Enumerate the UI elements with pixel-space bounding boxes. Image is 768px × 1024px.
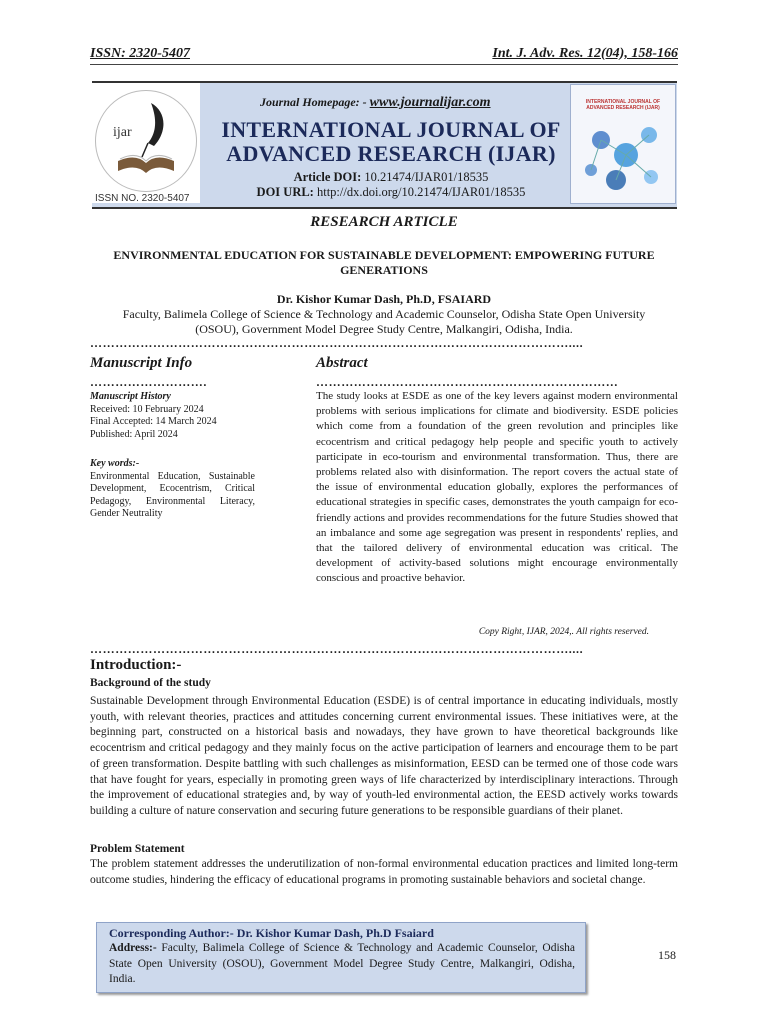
paper-title-line1: ENVIRONMENTAL EDUCATION FOR SUSTAINABLE DEVELOPMENT: EMPOWERING FUTURE <box>113 248 655 262</box>
problem-heading: Problem Statement <box>90 843 185 855</box>
homepage-label: Journal Homepage: - <box>260 95 367 109</box>
doi-url <box>214 185 568 200</box>
separator-right: ……………………………………………………………… <box>316 375 619 389</box>
corresponding-author-box <box>96 922 586 993</box>
author-name: Dr. Kishor Kumar Dash, Ph.D, FSAIARD <box>276 292 492 306</box>
journal-title-line2: ADVANCED RESEARCH (IJAR) <box>226 141 556 166</box>
keywords-line: Environmental Education, Sustainable <box>90 470 255 482</box>
homepage-link[interactable]: www.journalijar.com <box>369 95 491 110</box>
manuscript-history <box>90 391 255 441</box>
author-affiliation <box>90 307 678 337</box>
header-rule <box>90 64 678 65</box>
doi-url-link[interactable]: http://dx.doi.org/10.21474/IJAR01/18535 <box>316 185 526 199</box>
manuscript-info-heading: Manuscript Info <box>90 355 193 371</box>
affiliation-line1: Faculty, Balimela College of Science & Technology and Academic Counselor, Odisha State Open University <box>122 307 646 321</box>
received-date: Received: 10 February 2024 <box>90 403 204 415</box>
accepted-date: Final Accepted: 14 March 2024 <box>90 416 217 428</box>
cover-title: INTERNATIONAL JOURNAL OF ADVANCED RESEARCH (IJAR) <box>585 99 661 111</box>
doi-label: Article DOI: <box>293 170 362 184</box>
paper-title-line2: GENERATIONS <box>340 263 428 277</box>
problem-text: The problem statement addresses the underutilization of non-formal environmental education practices and limited long-term outcome studies, hindering the efficacy of educational programs in promoting sustainable behaviors and societal change. <box>90 858 678 886</box>
history-label: Manuscript History <box>90 391 171 402</box>
background-heading: Background of the study <box>90 677 211 689</box>
published-date: Published: April 2024 <box>90 428 178 440</box>
separator-left: ………………………. <box>90 375 207 389</box>
keywords-line: Pedagogy, Environmental Literacy, <box>90 495 255 507</box>
journal-title <box>214 118 568 166</box>
journal-logo <box>95 90 197 192</box>
journal-title-line1: INTERNATIONAL JOURNAL OF <box>221 117 561 142</box>
affiliation-line2: (OSOU), Government Model Degree Study Centre, Malkangiri, Odisha, India. <box>195 322 573 336</box>
article-doi <box>214 170 568 185</box>
section-label: RESEARCH ARTICLE <box>310 214 458 230</box>
issn-header: ISSN: 2320-5407 <box>90 46 190 61</box>
journal-homepage <box>260 95 491 111</box>
page-number: 158 <box>658 948 676 962</box>
doi-url-label: DOI URL: <box>256 185 314 199</box>
address-label: Address:- <box>109 942 157 954</box>
paper-title <box>90 248 678 278</box>
address-text: Faculty, Balimela College of Science & Technology and Academic Counselor, Odisha State Open University (OSOU), Government Model Degree Study Centre, Malkangiri, Odisha, India. <box>109 942 575 985</box>
journal-cover-image <box>570 84 676 204</box>
keywords-label: Key words:- <box>90 458 140 469</box>
doi-value: 10.21474/IJAR01/18535 <box>364 170 489 184</box>
separator-bottom: …………………………………………………………………………………………………….... <box>90 642 584 656</box>
citation-header: Int. J. Adv. Res. 12(04), 158-166 <box>492 46 678 61</box>
abstract-heading: Abstract <box>316 355 368 371</box>
keywords-line: Gender Neutrality <box>90 508 163 520</box>
abstract-text: The study looks at ESDE as one of the key levers against modern environmental problems with serious implications for climate and biodiversity. ESDE policies which come from a foundation of the green revolution and principles like ecocentrism and critical pedagogy help people and specific youth to actively participate in eco-tourism and environmental transformation. Thus, there are problems related also with disinformation. The report covers the actual state of the issue of environmental education globally, explores the performances of educational strategies in specific cases, demonstrates the youth campaign for eco-friendly actions and provides recommendations for the future Studies showed that an imbalance and some age segregation was present in respondents' replies, and that the tailored delivery of environmental education was critical. The development of activity-based solutions might encourage environmentally conscious and proactive behavior. <box>316 390 678 585</box>
separator-top: …………………………………………………………………………………………………….... <box>90 336 584 350</box>
copyright-notice: Copy Right, IJAR, 2024,. All rights reserved. <box>478 627 649 637</box>
logo-issn: ISSN NO. 2320-5407 <box>95 193 190 204</box>
corresponding-address <box>109 941 575 988</box>
quill-book-icon <box>96 91 196 191</box>
introduction-heading: Introduction:- <box>90 657 182 673</box>
background-text: Sustainable Development through Environmental Education (ESDE) is of central importance in educating individuals, mostly youth, with relevant theories, practices and attitudes concerning current environmental issues. These initiatives were, at the beginning part, constructed on a historical basis and nowadays, they have grown to have theoretical backgrounds like ecocentrism and critical pedagogy and they mainly focus on the active participation of learners and encourage them to be part of green transformation. Despite battling with such challenges as misinformation, EESD can be termed one of those code wars that have fought for years, especially in promoting green ways of life characterized by interdisciplinary interactions. Through the improvement of educational strategies and, by way of youth-led environmental action, the EESD actively works towards building a culture of nature conservation and securing future generations to be responsible guardians of their planet. <box>90 695 678 817</box>
logo-text: ijar <box>113 125 132 140</box>
corresponding-author-heading: Corresponding Author:- Dr. Kishor Kumar Dash, Ph.D Fsaiard <box>109 926 434 940</box>
keywords-line: Development, Ecocentrism, Critical <box>90 483 255 495</box>
keywords-block <box>90 458 255 521</box>
